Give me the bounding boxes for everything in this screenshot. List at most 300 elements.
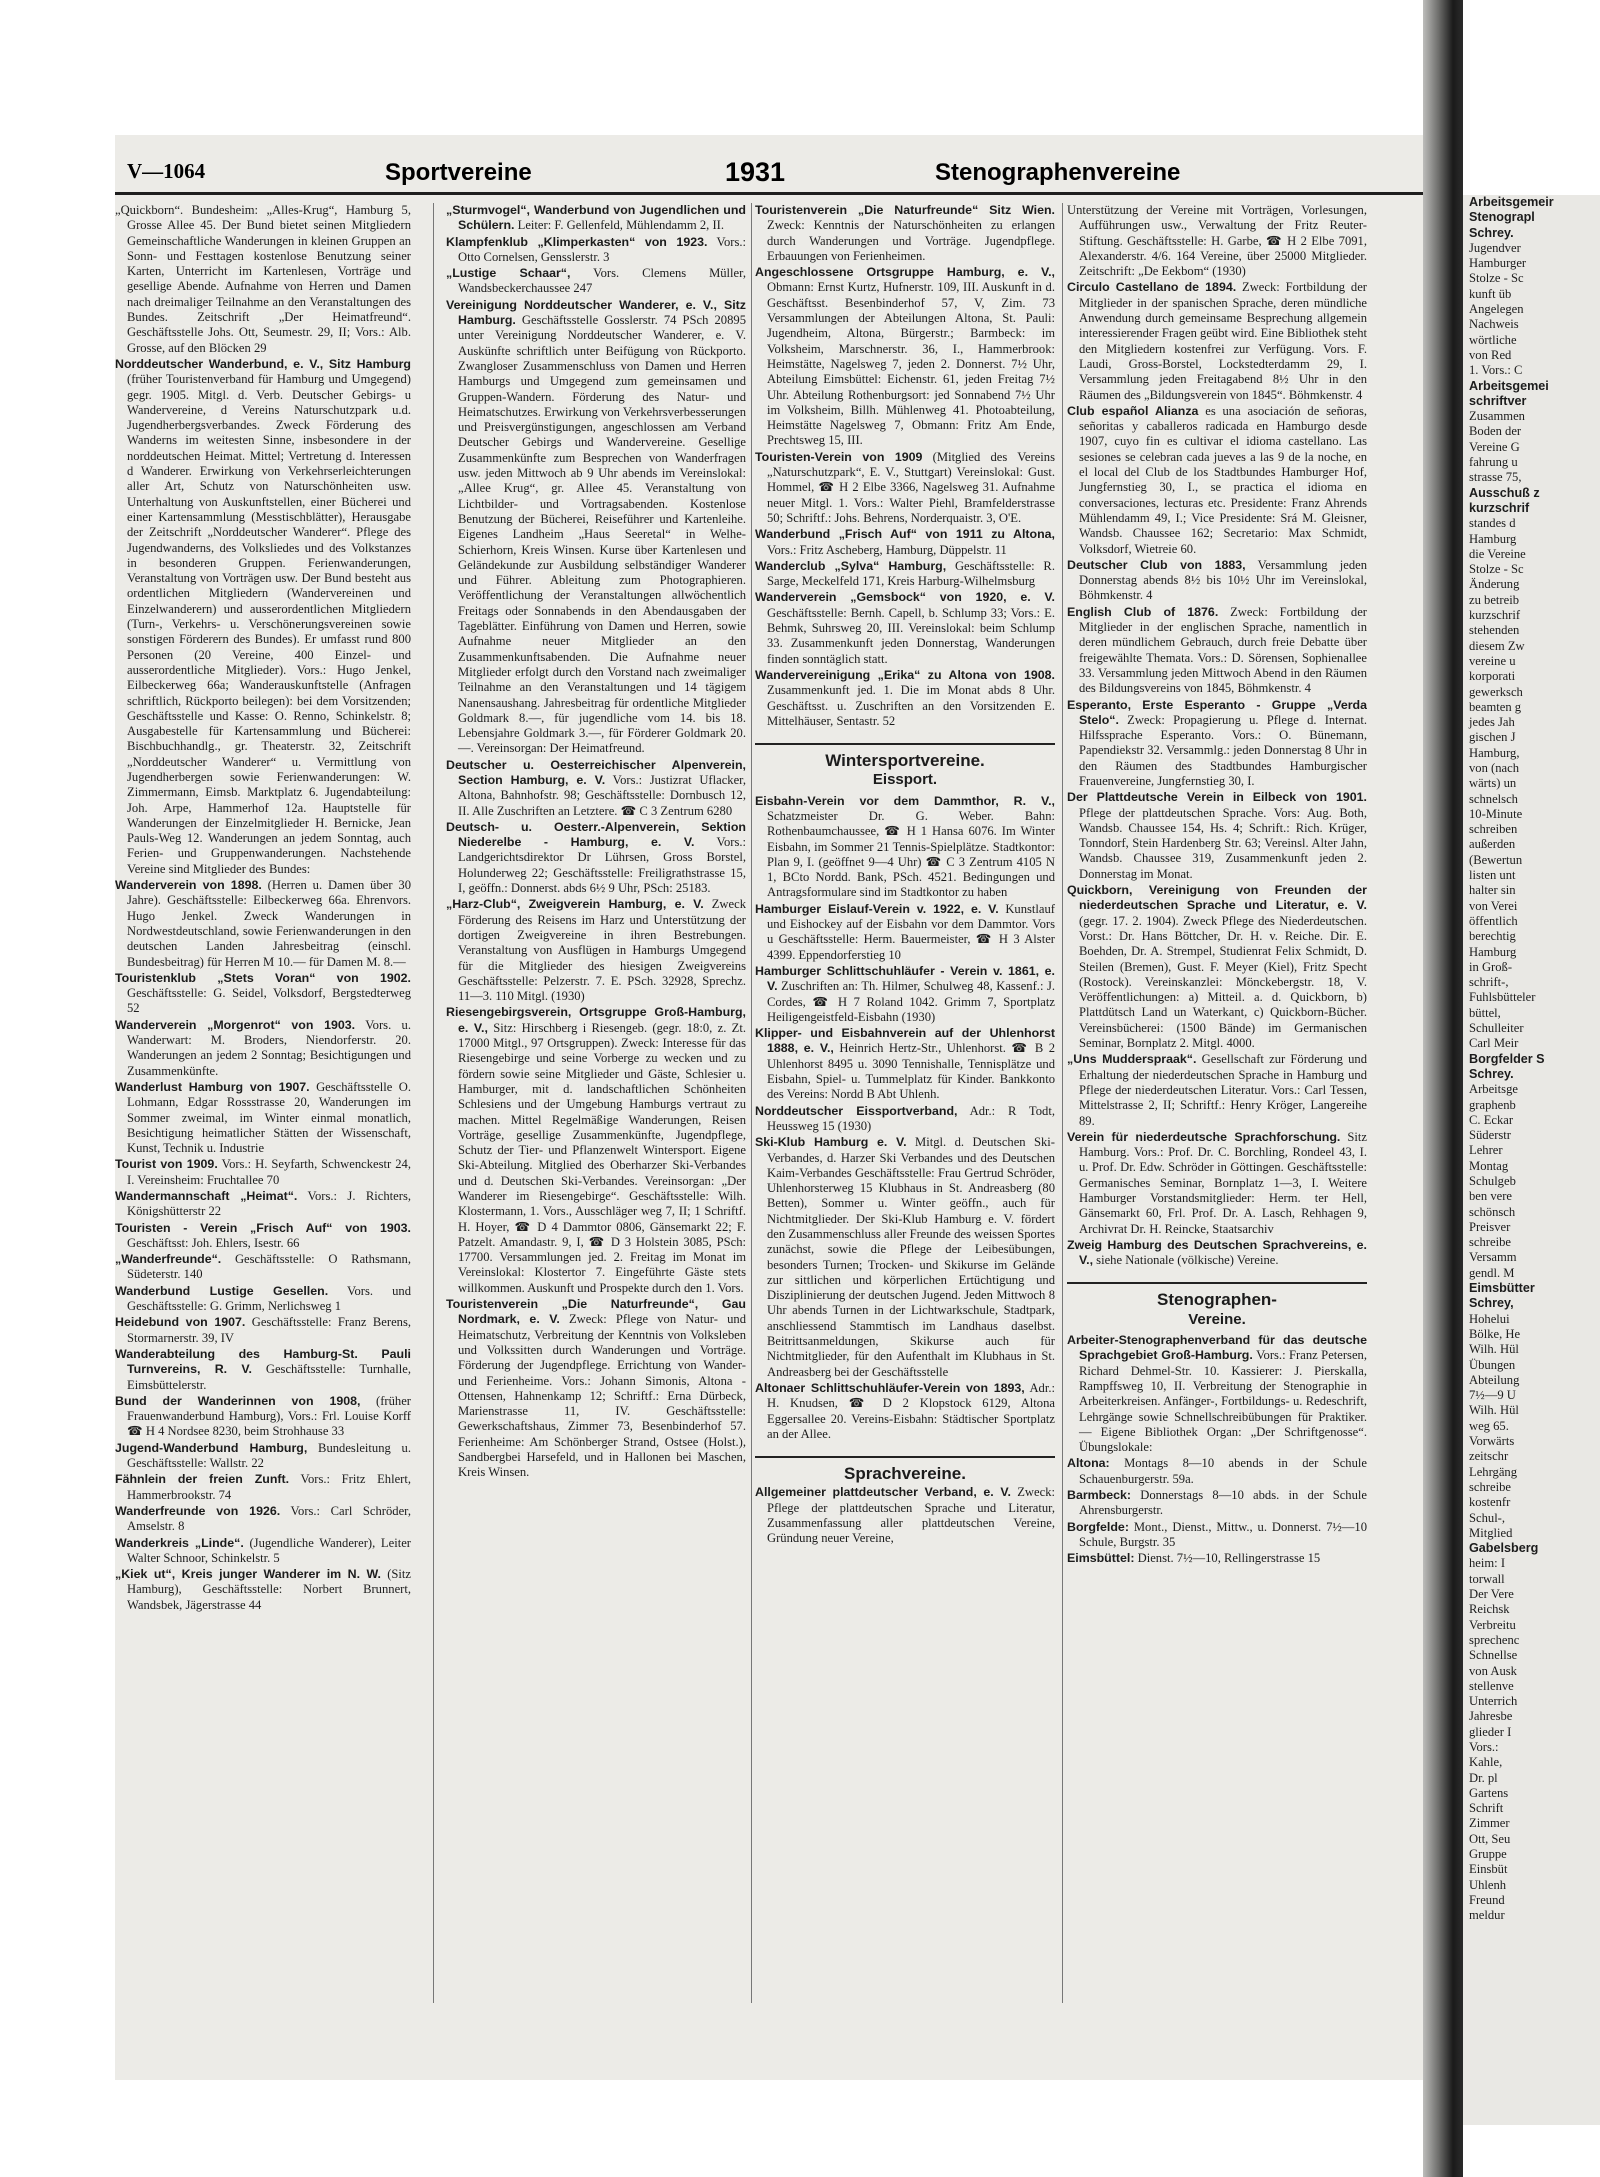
fragment-line: Arbeitsge <box>1469 1082 1518 1097</box>
club-description: Unterstützung der Vereine mit Vorträgen, Vorlesungen, Aufführungen usw., Verwaltung der Fritz Reuter-Stiftung. Geschäftsstelle: H. Garbe, ☎ H 2 Elbe 7091, Alexanderstr. 4/6. 164 Vereine, über 25000 Mitglieder. Zeitschrift: „De Eekbom“ (1930) <box>1067 203 1367 279</box>
club-description: Vors.: Landgerichtsdirektor Dr Lührsen, Gross Borstel, Holunderweg 22; Geschäftsstelle: Freiligrathstrasse 15, I, geöffn.: Donnerst. abds 6½ 9 Uhr, PSch: 25183. <box>458 835 746 896</box>
fragment-line: schreibe <box>1469 1479 1511 1494</box>
club-entry <box>446 897 746 1004</box>
fragment-line: 1. Vors.: C <box>1469 363 1523 378</box>
fragment-line: schreibe <box>1469 1235 1511 1250</box>
club-description: Geschäftsstelle Gosslerstr. 74 PSch 20895 unter Vereinigung Norddeutscher Wanderer, e. V. Auskünfte schriftlich unter Beifügung von Rückporto. Zwangloser Zusammenschluss von Damen und Herren Hamburgs und Umgegend zum gemeinsamen und Gruppen-Wandern. Förderung des Natur- und Heimatschutzes. Erwirkung von Verkehrsverbesserungen und Preisvergünstigungen, angeschlossen am Verband Deutscher Gebirgs und Wandervereine. Gesellige Zusammenkünfte zum Besprechen von Wanderfragen usw. jeden Mittwoch ab 9 Uhr abends im Vereinslokal: „Allee Krug“, gr. Allee 45. Veranstaltung von Lichtbilder- und Vortragsabenden. Kostenlose Benutzung der Bücherei, Reiseführer und Kartenleihe. Eigenes Landheim „Haus Seeretal“ in Welhe-Schierhorn, Kreis Winsen. Kurse über Kartenlesen und Geländekunde zur Ausbildung selbständiger Wanderer und Führer. Ableitung zum Photographieren. Veröffentlichung der Veranstaltungen allwöchentlich Freitags oder Sonnabends in den Abendausgaben der Tageblätter. Einführung von Damen und Herren, sowie Aufnahme neuer Mitglieder an den Zusammenkunftsabenden. Die Aufnahme neuer Mitglieder erfolgt durch den Vorstand nach zweimaliger Teilnahme an den Veranstaltungen und 14 tägigem Nanensaushang. Jahresbeitrag für ordentliche Mitglieder Goldmark 8.—, für jugendliche vom 14. bis 18. Lebensjahre Goldmark 3.—, für Förderer Goldmark 20.—. Vereinsorgan: Der Heimatfreund. <box>458 313 746 756</box>
club-entry <box>1067 203 1367 279</box>
club-entry <box>755 1104 1055 1135</box>
club-description: (Mitglied des Vereins „Naturschutzpark“, E. V., Stuttgart) Vereinslokal: Gust. Hommel, ☎ H 2 Elbe 3366, Nagelsweg 31. Aufnahme neuer Mitgl. 1. Vors.: Walter Piehl, Bramfelderstrasse 50; Schriftf.: Johs. Behrens, Norderquaistr. 3, O'E. <box>767 449 1055 525</box>
fragment-line: 7½—9 U <box>1469 1388 1516 1403</box>
club-name: Touristenklub „Stets Voran“ von 1902. <box>115 970 411 985</box>
club-description: Geschäftsstelle: Bernh. Capell, b. Schlump 33; Vors.: E. Behmk, Suhrsweg 20, III. Vereinslokal: beim Schlump 33. Zusammenkunft jeden Donnerstag, Wanderungen finden sonntäglich statt. <box>767 605 1055 666</box>
club-entry <box>446 1297 746 1481</box>
club-name: Deutscher u. Oesterreichischer Alpenverein, Section Hamburg, e. V. <box>446 757 746 787</box>
club-entry <box>446 758 746 819</box>
fragment-line: Arbeitsgemeir <box>1469 195 1554 209</box>
club-name: Circulo Castellano de 1894. <box>1067 280 1237 295</box>
fragment-line: Schul-, <box>1469 1510 1506 1525</box>
club-name: Klipper- und Eisbahnverein auf der Uhlenhorst 1888, e. V., <box>755 1026 1055 1056</box>
club-entry <box>115 1284 411 1315</box>
fragment-line: Reichsk <box>1469 1602 1510 1617</box>
club-entry <box>755 1135 1055 1380</box>
club-entry <box>755 527 1055 558</box>
club-entry <box>1067 790 1367 882</box>
fragment-line: Stenograpl <box>1469 210 1535 225</box>
fragment-line: Süderstr <box>1469 1128 1511 1143</box>
club-entry <box>446 203 746 234</box>
club-description: Gesellschaft zur Förderung und Erhaltung der niederdeutschen Sprache in Hamburg und Pflege der niederdeutschen Literatur. Vors.: Carl Tessen, Mittelstrasse 2, II; Schriftf.: Henry Kröger, Langereihe 89. <box>1079 1052 1367 1128</box>
fragment-line: kurzschrif <box>1469 608 1521 623</box>
club-description: Bundesleitung u. Geschäftsstelle: Wallstr. 22 <box>127 1440 411 1471</box>
club-description: (Jugendliche Wanderer), Leiter Walter Schnoor, Schinkelstr. 5 <box>127 1535 411 1565</box>
club-entry <box>755 1485 1055 1546</box>
club-entry <box>115 971 411 1017</box>
fragment-line: büttel, <box>1469 1005 1501 1020</box>
club-entry <box>1067 1456 1367 1487</box>
club-name: Quickborn, Vereinigung von Freunden der niederdeutschen Sprache und Literatur, e. V. <box>1067 883 1367 913</box>
club-name: „Uns Mudderspraak“. <box>1067 1052 1197 1067</box>
header-rule <box>115 192 1423 195</box>
club-entry <box>755 668 1055 729</box>
club-entry <box>115 1347 411 1393</box>
fragment-line: wärts) un <box>1469 776 1517 791</box>
club-name: Hamburger Schlittschuhläufer - Verein v. 1861, e. V. <box>755 963 1055 994</box>
club-name: Altona: <box>1067 1456 1110 1471</box>
page-number: V—1064 <box>127 159 206 183</box>
fragment-line: torwall <box>1469 1571 1505 1586</box>
section-heading: Stenographen- <box>1067 1282 1367 1307</box>
club-description: Donnerstags 8—10 abds. in der Schule Ahrensburgerstr. <box>1079 1488 1367 1518</box>
club-name: „Wanderfreunde“. <box>115 1252 222 1267</box>
club-description: Vors.: Carl Schröder, Amselstr. 8 <box>127 1503 411 1534</box>
club-description: Geschäftsstelle O. Lohmann, Edgar Rossstrasse 20, Wanderungen im Sommer zweimal, im Winter einmal monatlich, Besichtigung heimatlicher Stätten der Wissenschaft, Kunst, Technik u. Industrie <box>127 1079 411 1156</box>
club-name: Wanderverein „Gemsbock“ von 1920, e. V. <box>755 590 1055 605</box>
club-name: Jugend-Wanderbund Hamburg, <box>115 1440 308 1455</box>
club-description: Vors.: Otto Cornelsen, Gensslerstr. 3 <box>458 234 746 264</box>
fragment-line: Arbeitsgemei <box>1469 378 1549 393</box>
club-name: Wanderbund Lustige Gesellen. <box>115 1283 329 1298</box>
fragment-line: beamten g <box>1469 699 1522 714</box>
section-heading: Wintersportvereine. <box>755 743 1055 768</box>
column-2 <box>446 203 746 2080</box>
fragment-line: von Red <box>1469 347 1512 362</box>
club-description: Zweck: Pflege von Natur- und Heimatschutz, Verbreitung der Kenntnis von Volksleben und Volkssitten durch Wanderungen und Vorträge. Förderung der Jugendpflege. Errichtung von Wander- und Ferienheime. Vors.: Johann Simonis, Altona - Ottensen, Hahnenkamp 12; Schriftf.: Erna Dürbeck, Marienstrasse 11, IV. Geschäftsstelle: Gewerkschaftshaus, Zimmer 73, Besenbinderhof 57. Ferienheime: Am Schönberger Strand, Ostsee (Holst.), Sandbergbei Harsefeld, und in Hallonen bei Maschen, Kreis Winsen. <box>458 1312 746 1480</box>
club-description: Mitgl. d. Deutschen Ski-Verbandes, d. Harzer Ski Verbandes und des Deutschen Kaim-Verbandes Geschäftsstelle: Frau Gertrud Schröder, Uhlenhorsterweg 15 Klubhaus in St. Andreasberg (80 Betten), Sommer u. Winter geöffn., auch für Nichtmitglieder. Der Ski-Klub Hamburg e. V. fördert den Zusammenschluss aller Freunde des weissen Sportes zunächst, sowie die Pflege der Leibesübungen, besonders Turnen; Trocken- und Skikurse im Gelände zur sittlichen und körperlichen Ertüchtigung und Disziplinierung der deutschen Jugend. Jeden Mittwoch 8 Uhr abends Turnen in der Lichtwarkschule, Stadtpark, anschliessend Stammtisch im Landhaus daselbst. Beitrittsanmeldungen, Skikurse auch für Nichtmitglieder, für den Aufenthalt im Klubhaus in St. Andreasberg bei der Geschäftsstelle <box>767 1135 1055 1379</box>
club-description: Vors.: Fritz Ascheberg, Hamburg, Düppelstr. 11 <box>767 542 1007 557</box>
club-description: Zusammenkunft jed. 1. Die im Monat abds 8 Uhr. Geschäftsst. u. Zuschriften an den Vorsitzenden E. Mittelhäuser, Sentastr. 52 <box>767 683 1055 728</box>
club-description: Dienst. 7½—10, Rellingerstrasse 15 <box>1137 1551 1321 1566</box>
club-description: Zuschriften an: Th. Hilmer, Schulweg 48, Kassenf.: J. Cordes, ☎ H 7 Roland 1042. Grimm 7, Sportplatz Heiligengeistfeld-Eisbahn (1930) <box>767 979 1055 1024</box>
fragment-line: Ott, Seu <box>1469 1831 1511 1846</box>
club-name: Fähnlein der freien Zunft. <box>115 1472 290 1487</box>
fragment-line: standes d <box>1469 516 1516 531</box>
club-name: Ski-Klub Hamburg e. V. <box>755 1135 907 1150</box>
fragment-line: ben vere <box>1469 1189 1513 1204</box>
fragment-line: Montag <box>1469 1158 1509 1173</box>
fragment-line: Carl Meir <box>1469 1036 1519 1051</box>
club-entry <box>755 1026 1055 1102</box>
section-subheading: Vereine. <box>1188 1310 1246 1328</box>
running-title-left: Sportvereine <box>385 159 532 186</box>
fragment-line: Übungen <box>1469 1357 1516 1372</box>
club-description: Versammlung jeden Donnerstag abends 8½ bis 10½ Uhr im Vereinslokal, Böhmkenstr. 4 <box>1079 557 1367 603</box>
club-description: Vors.: Franz Petersen, Richard Dehmel-Str. 10. Kassierer: J. Pierskalla, Rampffsweg 10, II. Verbreitung der Stenographie in Arbeiterkreisen. Anfänger-, Fortbildungs- u. Redeschrift, Lehrgänge sowie Schnellschreibübungen für Praktiker. — Eigene Bibliothek Organ: „Der Schriftgenosse“. Übungslokale: <box>1079 1348 1367 1455</box>
club-description: Leiter: F. Gellenfeld, Mühlendamm 2, II. <box>517 218 725 233</box>
club-entry <box>1067 1130 1367 1237</box>
club-entry <box>446 298 746 757</box>
fragment-line: Dr. pl <box>1469 1770 1498 1785</box>
left-page <box>115 135 1423 2080</box>
fragment-line: schreiben <box>1469 822 1518 837</box>
club-description: Geschäftsst: Joh. Ehlers, Isestr. 66 <box>127 1235 300 1250</box>
fragment-line: schriftver <box>1469 393 1527 408</box>
club-name: Arbeiter-Stenographenverband für das deutsche Sprachgebiet Groß-Hamburg. <box>1067 1333 1367 1363</box>
fragment-line: Schnellse <box>1469 1648 1518 1663</box>
fragment-line: Schrey. <box>1469 225 1514 240</box>
fragment-line: Nachweis <box>1469 317 1519 332</box>
fragment-line: schönsch <box>1469 1204 1516 1219</box>
club-entry <box>115 1080 411 1156</box>
club-name: Wanderclub „Sylva“ Hamburg, <box>755 558 947 573</box>
fragment-line: Der Vere <box>1469 1587 1514 1602</box>
fragment-line: kurzschrif <box>1469 500 1530 515</box>
club-description: Adr.: H. Knudsen, ☎ D 2 Klopstock 6129, Altona Eggersallee 20. Vereins-Eisbahn: Städtischer Sportplatz an der Allee. <box>767 1380 1055 1441</box>
club-name: Klampfenklub „Klimperkasten“ von 1923. <box>446 234 708 249</box>
club-description: (gegr. 17. 2. 1904). Zweck Pflege des Niederdeutschen. Vorst.: Dr. Hans Böttcher, Dr. H. v. Reiche. Dir. E. Boehden, Dr. A. Strempel, Studienrat Felix Schmidt, D. Steilen (Bremen), Gust. F. Meyer (Kiel), Fritz Specht (Rostock). Vereinskanzlei: Mönckebergstr. 18, V. Veröffentlichungen: a) Mitteil. a. d. Quickborn, b) Plattdütsch Land un Waterkant, c) Quickborn-Bücher. Vereinsbücherei: (1500 Bände) im Germanischen Seminar, Bornplatz 2. Mitgl. 4000. <box>1079 913 1367 1051</box>
club-name: Club español Alianza <box>1067 403 1199 418</box>
fragment-line: stehenden <box>1469 623 1520 638</box>
fragment-line: korporati <box>1469 669 1516 684</box>
club-name: Barmbeck: <box>1067 1488 1132 1503</box>
fragment-line: öffentlich <box>1469 913 1518 928</box>
fragment-line: Kahle, <box>1469 1755 1503 1770</box>
fragment-line: Gartens <box>1469 1785 1509 1800</box>
fragment-line: zu betreib <box>1469 592 1519 607</box>
fragment-line: Hamburg <box>1469 944 1517 959</box>
club-entry <box>446 1005 746 1296</box>
club-entry <box>115 1536 411 1567</box>
club-name: Touristen - Verein „Frisch Auf“ von 1903. <box>115 1220 411 1235</box>
club-entry <box>1067 1052 1367 1128</box>
club-description: Schatzmeister Dr. G. Weber. Bahn: Rothenbaumchaussee, ☎ H 1 Hansa 6076. Im Winter Eisbahn, im Sommer 21 Tennis-Spielplätze. Stadtkontor: Plan 9, I. (geöffnet 9—4 Uhr) ☎ C 3 Zentrum 4105 N 1, BCto Nordd. Bank, PSch. 4521. Bedingungen und Antragsformulare sind im Stadtkontor zu haben <box>767 808 1055 900</box>
fragment-line: Ausschuß z <box>1469 485 1540 500</box>
club-description: Zweck Förderung des Reisens im Harz und Unterstützung der dortigen Zweigvereine in ihren Bestrebungen. Veranstaltung von Ausflügen in Hamburgs Umgegend für die Mitglieder des hiesigen Zweigvereins Geschäftsstelle: Pelzerstr. 7. E. PSch. 32928, Sprechz. 11—3. 110 Mitgl. (1930) <box>458 897 746 1004</box>
club-entry <box>115 1567 411 1613</box>
club-entry <box>115 203 411 356</box>
club-name: Wanderkreis „Linde“. <box>115 1535 244 1550</box>
column-divider <box>1062 203 1063 2003</box>
club-entry <box>115 1315 411 1346</box>
fragment-line: berechtig <box>1469 929 1516 944</box>
club-entry <box>115 1441 411 1472</box>
club-name: Vereinigung Norddeutscher Wanderer, e. V., Sitz Hamburg. <box>446 297 746 328</box>
club-description: Zweck: Propagierung u. Pflege d. Internat. Hilfssprache Esperanto. Vors.: O. Bünemann, Papendiekstr 32. Versammlg.: jeden Donnerstag 8 Uhr in den Räumen des Stadtbundes Hamburgischer Frauenvereine, Jungfernstieg 30, I. <box>1079 712 1367 788</box>
club-description: es una asociación de señoras, señoritas y caballeros radicada en Hamburgo desde 1907, cuyo fin es cultivar el idioma castellano. Las sesiones se celebran cada jueves a las 9 de la noche, en el local del Club de los Stadtbundes Hamburger Hof, Jungfernstieg 30, I., se practica el idioma en conversaciones, lecturas etc. Presidente: Franz Ahrends Mühlendamm 49, I.; Vice Presidente: Srá M. Gleisner, Wandsb. Chaussee 162; Secretario: Max Schmidt, Volksdorf, Wietreie 60. <box>1079 403 1367 556</box>
club-name: Tourist von 1909. <box>115 1157 218 1172</box>
fragment-line: die Vereine <box>1469 546 1526 561</box>
club-name: Touristenverein „Die Naturfreunde“, Gau Nordmark, e. V. <box>446 1297 746 1327</box>
fragment-line: kunft üb <box>1469 286 1512 301</box>
club-name: English Club of 1876. <box>1067 604 1219 619</box>
fragment-line: Verbreitu <box>1469 1617 1516 1632</box>
fragment-line: jedes Jah <box>1469 715 1515 730</box>
fragment-line: Uhlenh <box>1469 1877 1507 1892</box>
club-name: Touristen-Verein von 1909 <box>755 449 923 464</box>
club-entry <box>755 902 1055 963</box>
background-top <box>0 0 1600 70</box>
fragment-line: Schulleiter <box>1469 1021 1524 1036</box>
club-name: Norddeutscher Eissportverband, <box>755 1103 958 1118</box>
fragment-line: in Groß- <box>1469 959 1513 974</box>
club-entry <box>1067 280 1367 402</box>
fragment-line: von Verei <box>1469 898 1518 913</box>
club-entry <box>755 590 1055 666</box>
fragment-line: vereine u <box>1469 653 1516 668</box>
club-name: Verein für niederdeutsche Sprachforschung. <box>1067 1129 1341 1144</box>
book-gutter <box>1423 0 1463 2177</box>
club-name: Angeschlossene Ortsgruppe Hamburg, e. V., <box>755 265 1055 280</box>
club-name: Deutsch- u. Oesterr.-Alpenverein, Sektion Niederelbe - Hamburg, e. V. <box>446 819 746 850</box>
fragment-line: Gruppe <box>1469 1847 1507 1862</box>
club-name: Touristenverein „Die Naturfreunde“ Sitz Wien. <box>755 203 1055 217</box>
fragment-line: Angelegen <box>1469 302 1524 317</box>
club-name: Wanderverein „Morgenrot“ von 1903. <box>115 1017 356 1032</box>
club-name: Bund der Wanderinnen von 1908, <box>115 1393 361 1408</box>
club-name: Wanderbund „Frisch Auf“ von 1911 zu Altona, <box>755 527 1055 542</box>
club-description: siehe Nationale (völkische) Vereine. <box>1096 1253 1279 1268</box>
club-name: Wandermannschaft „Heimat“. <box>115 1189 298 1203</box>
club-description: Vors.: Justizrat Uflacker, Altona, Bahnhofstr. 98; Geschäftsstelle: Dornbusch 12, II. Alle Zuschriften an Letztere. ☎ C 3 Zentrum 6280 <box>458 772 746 818</box>
club-name: Eisbahn-Verein vor dem Dammthor, R. V., <box>755 793 1055 808</box>
club-description: Kunstlauf und Eishockey auf der Eisbahn vor dem Dammtor. Vors u Geschäftsstelle: Herm. Bauermeister, ☎ H 3 Alster 4399. Eppendorferstieg 10 <box>767 901 1055 962</box>
fragment-line: Versamm <box>1469 1250 1517 1265</box>
club-description: Vors. und Geschäftsstelle: G. Grimm, Nerlichsweg 1 <box>127 1283 411 1314</box>
club-name: Altonaer Schlittschuhläufer-Verein von 1893, <box>755 1380 1025 1395</box>
club-name: Wanderfreunde von 1926. <box>115 1503 281 1518</box>
fragment-line: von (nach <box>1469 760 1520 775</box>
club-name: Heidebund von 1907. <box>115 1315 246 1330</box>
club-entry <box>755 559 1055 590</box>
club-description: (Sitz Hamburg), Geschäftsstelle: Norbert Brunnert, Wandsbek, Jägerstrasse 44 <box>127 1567 411 1612</box>
club-name: Esperanto, Erste Esperanto - Gruppe „Verda Stelo“. <box>1067 697 1367 727</box>
fragment-line: 10-Minute <box>1469 806 1523 821</box>
fragment-line: gischen J <box>1469 730 1516 745</box>
club-entry <box>115 1157 411 1188</box>
fragment-line: gewerksch <box>1469 684 1523 699</box>
fragment-line: Schulgeb <box>1469 1174 1516 1188</box>
club-name: „Harz-Club“, Zweigverein Hamburg, e. V. <box>446 897 704 912</box>
fragment-line: Hamburger <box>1469 256 1527 271</box>
fragment-line: zeitschr <box>1469 1449 1509 1464</box>
club-entry <box>115 357 411 877</box>
club-entry <box>115 1394 411 1440</box>
club-entry <box>1067 1488 1367 1519</box>
fragment-line: Boden der <box>1469 424 1522 439</box>
fragment-line: heim: I <box>1469 1556 1506 1571</box>
club-description: Obmann: Ernst Kurtz, Hufnerstr. 109, III. Auskunft in d. Geschäftsst. Besenbinderhof 57, V, Zim. 73 Versammlungen der Abteilungen Altona, St. Pauli: Jugendheim, Altona, Bürgerstr.; Barmbeck: im Volksheim, Marschnerstr. 36, I., Hammerbrook: Heimstätte, Nagelsweg 7, jeden 2. Donnerst. 7½ Uhr, Abteilung Eimsbüttel: Eichenstr. 61, jeden Freitag 7½ Uhr. Abteilung Rothenburgsort: jed Sonnabend 7½ Uhr im Volksheim, Billh. Mühlenweg 41. Photoabteilung, Heimstätte Nagelsweg 7, Obmann: Fritz Am Ende, Prechtsweg 15, III. <box>767 280 1055 448</box>
fragment-line: C. Eckar <box>1469 1112 1514 1127</box>
fragment-line: Schrey, <box>1469 1296 1514 1311</box>
fragment-line: glieder I <box>1469 1724 1512 1739</box>
club-description: Geschäftsstelle: Franz Berens, Stormarnerstr. 39, IV <box>127 1315 411 1345</box>
fragment-line: Schrey. <box>1469 1066 1514 1081</box>
club-name: Deutscher Club von 1883, <box>1067 557 1246 572</box>
club-entry <box>446 235 746 266</box>
column-4 <box>1067 203 1367 2080</box>
fragment-line: von Ausk <box>1469 1663 1517 1678</box>
fragment-line: Borgfelder S <box>1469 1051 1545 1066</box>
club-description: Zweck: Pflege der plattdeutschen Sprache und Literatur, Zusammenfassung aller plattdeutschen Vereine, Gründung neuer Vereine, <box>767 1485 1055 1546</box>
fragment-line: gendl. M <box>1469 1265 1515 1280</box>
fragment-line: Stolze - Sc <box>1469 562 1524 577</box>
club-description: Zweck: Fortbildung der Mitglieder in der spanischen Sprache, deren mündliche Anwendung durch gemeinsame Besprechung allgemein interessierender Fragen geübt wird. Eine Bibliothek steht den Mitgliedern kostenfrei zur Verfügung. Vors. F. Laudi, Gross-Borstel, Lockstedterdamm 29, I. Versammlung jeden Freitagabend 8½ Uhr in den Räumen des „Bildungsverein von 1845“. Böhmkenstr. 4 <box>1079 280 1367 402</box>
club-entry <box>115 1189 411 1220</box>
club-entry <box>115 878 411 970</box>
fragment-line: Jahresbe <box>1469 1709 1513 1724</box>
club-name: Borgfelde: <box>1067 1519 1129 1534</box>
club-entry <box>755 450 1055 526</box>
fragment-line: graphenb <box>1469 1097 1516 1112</box>
club-entry <box>1067 404 1367 557</box>
club-name: „Kiek ut“, Kreis junger Wanderer im N. W. <box>115 1567 381 1582</box>
fragment-line: halter sin <box>1469 883 1516 898</box>
club-entry <box>1067 1333 1367 1455</box>
fragment-line: strasse 75, <box>1469 470 1522 485</box>
club-description: Vors. u. Wanderwart: M. Broders, Niendorferstr. 20. Wanderungen an jedem 2 Sonntag; Besichtigungen und Zusammenkünfte. <box>127 1017 411 1078</box>
page-header <box>115 155 1423 195</box>
running-title-right: Stenographenvereine <box>935 159 1181 186</box>
fragment-line: Hamburg, <box>1469 745 1520 760</box>
club-entry <box>1067 1520 1367 1551</box>
club-entry <box>755 794 1055 901</box>
fragment-line: stellenve <box>1469 1678 1514 1693</box>
club-entry <box>1067 698 1367 790</box>
club-name: Wanderabteilung des Hamburg-St. Pauli Turnvereins, R. V. <box>115 1346 411 1377</box>
section-subheading: Eissport. <box>872 771 938 789</box>
club-description: (früher Frauenwanderbund Hamburg), Vors.: Frl. Louise Korff ☎ H 4 Nordsee 8230, beim Strohhause 33 <box>127 1393 411 1439</box>
fragment-line: außerden <box>1469 837 1516 852</box>
fragment-line: meldur <box>1469 1908 1505 1923</box>
fragment-line: weg 65. <box>1469 1418 1509 1433</box>
club-description: Geschäftsstelle: O Rathsmann, Südeterstr. 140 <box>127 1252 411 1282</box>
club-entry <box>1067 558 1367 604</box>
club-description: Zweck: Kenntnis der Naturschönheiten zu erlangen durch Wanderungen und Vorträge. Jugendpflege. Erbauungen von Ferienheimen. <box>767 218 1055 263</box>
club-entry <box>755 1381 1055 1442</box>
fragment-line: diesem Zw <box>1469 638 1525 653</box>
club-entry <box>1067 1551 1367 1566</box>
club-name: Allgemeiner plattdeutscher Verband, e. V. <box>755 1485 1011 1500</box>
right-page-fragment <box>1463 195 1600 2125</box>
club-description: Vors.: J. Richters, Königshütterstr 22 <box>127 1189 411 1219</box>
fragment-line: Vorwärts <box>1469 1434 1515 1449</box>
club-description: Heinrich Hertz-Str., Uhlenhorst. ☎ B 2 Uhlenhorst 8495 u. 3090 Tennishalle, Tennisplätze und Eisbahn, Spiel- u. Tummelplatz für Kinder. Bankkonto des Vereins: Nordd B Abt Uhlenh. <box>767 1041 1055 1102</box>
club-description: Geschäftsstelle: R. Sarge, Meckelfeld 171, Kreis Harburg-Wilhelmsburg <box>767 558 1055 589</box>
fragment-line: Stolze - Sc <box>1469 271 1524 286</box>
club-description: Zweck: Fortbildung der Mitglieder in der englischen Sprache, namentlich in deren mündlichem Gebrauch, durch freie Debatte über freigewählte Themata. Vors.: D. Sörensen, Sophienallee 33. Versammlung jeden Mittwoch Abend in den Räumen des Bildungsvereins von 1845, Böhmkenstr. 4 <box>1079 604 1367 696</box>
club-description: Sitz: Hirschberg i Riesengeb. (gegr. 18:0, z. Zt. 17000 Mitgl., 97 Ortsgruppen). Zweck: Interesse für das Riesengebirge und seine Vorberge zu wecken und zu fördern sowie seine Mitglieder und Gäste, Schlesier u. Hamburger, mit d. landschaftlichen Schönheiten Schlesiens und der Umgebung Hamburgs vertraut zu machen. Mittel Regelmäßige Wanderungen, Reisen Vorträge, gesellige Zusammenkünfte, Jugendpflege, Schutz der Tier- und Pflanzenwelt Wintersport. Eigene Ski-Abteilung. Mitglied des Oberharzer Ski-Verbandes und d. Deutschen Ski-Verbandes. Vereinsorgan: „Der Wanderer im Riesengebirge“. Geschäftsstelle: Wilh. Klostermann, 1. Vors., Ausschläger weg 7, II; 1 Schriftf. H. Hoyer, ☎ D 4 Dammtor 0806, Gänsemarkt 22; F. Patzelt. Amandastr. 9, I, ☎ D 3 Holstein 3085, PSch: 17700. Versammlungen jed. 2. Freitag im Monat im Vereinslokal: Klostertor 7. Eingeführte Gäste stets willkommen. Auskunft und Prospekte durch den 1. Vors. <box>458 1020 746 1295</box>
club-entry <box>446 820 746 896</box>
club-name: Norddeutscher Wanderbund, e. V., Sitz Hamburg <box>115 356 411 371</box>
column-divider <box>433 203 434 2003</box>
club-entry <box>755 203 1055 264</box>
club-name: „Sturmvogel“, Wanderbund von Jugendlichen und Schülern. <box>446 203 746 233</box>
fragment-line: schrift-, <box>1469 975 1509 990</box>
club-description: Vors.: Fritz Ehlert, Hammerbrookstr. 74 <box>127 1472 411 1502</box>
column-3 <box>755 203 1055 2080</box>
fragment-line: Jugendver <box>1469 240 1521 255</box>
section-heading: Sprachvereine. <box>755 1456 1055 1481</box>
fragment-line: (Bewertun <box>1469 852 1523 867</box>
fragment-line: fahrung u <box>1469 455 1518 470</box>
club-name: „Lustige Schaar“, <box>446 266 571 281</box>
club-name: Der Plattdeutsche Verein in Eilbeck von 1901. <box>1067 790 1367 805</box>
fragment-line: Zusammen <box>1469 409 1525 424</box>
club-entry <box>1067 605 1367 697</box>
club-entry <box>1067 883 1367 1051</box>
club-description: „Quickborn“. Bundesheim: „Alles-Krug“, Hamburg 5, Grosse Allee 45. Der Bund bietet seinen Mitgliedern Gemeinschaftliche Wanderungen in kleinen Gruppen an Sonn- und Festtagen kostenlose Benutzung seiner Karten, Unterricht im Kartenlesen, Vorträge und gesellige Abende. Aufnahme von Herren und Damen nach dreimaliger Teilnahme an den Veranstaltungen des Bundes. Zeitschrift „Der Heimatfreund“. Geschäftsstelle Johs. Ott, Seumestr. 29, II; Vors.: Alb. Grosse, auf den Blöcken 29 <box>115 203 411 355</box>
fragment-line: Schrift <box>1469 1801 1504 1816</box>
fragment-line: Bölke, He <box>1469 1326 1521 1341</box>
club-description: Adr.: R Todt, Heussweg 15 (1930) <box>767 1103 1055 1133</box>
club-description: Sitz Hamburg. Vors.: Prof. Dr. C. Borchling, Rondeel 43, I. u. Prof. Dr. Edw. Schröder in Göttingen. Geschäftsstelle: Germanisches Seminar, Bornplatz 1—3, I. Weitere Hamburger Vorstandsmitglieder: Herm. ter Hell, Gänsemarkt 60, Frl. Prof. Dr. A. Lasch, Rehhagen 9, Archivrat Dr. H. Reincke, Staatsarchiv <box>1079 1129 1367 1236</box>
fragment-line: Einsbüt <box>1469 1862 1508 1877</box>
club-name: Wanderlust Hamburg von 1907. <box>115 1079 310 1094</box>
fragment-line: Lehrgäng <box>1469 1464 1518 1479</box>
fragment-line: Wilh. Hül <box>1469 1403 1519 1418</box>
club-name: Zweig Hamburg des Deutschen Sprachvereins, e. V., <box>1067 1237 1367 1268</box>
club-entry <box>755 265 1055 449</box>
fragment-line: Hamburg <box>1469 531 1517 546</box>
club-description: Geschäftsstelle: G. Seidel, Volksdorf, Bergstedterweg 52 <box>127 986 411 1016</box>
fragment-line: wörtliche <box>1469 332 1517 347</box>
club-description: Vors.: H. Seyfarth, Schwenckestr 24, I. Vereinsheim: Fruchtallee 70 <box>127 1157 411 1187</box>
fragment-line: Freund <box>1469 1892 1505 1907</box>
club-name: Riesengebirgsverein, Ortsgruppe Groß-Hamburg, e. V., <box>446 1005 746 1035</box>
fragment-line: Lehrer <box>1469 1143 1503 1158</box>
club-entry <box>115 1252 411 1283</box>
fragment-line: Preisver <box>1469 1219 1511 1234</box>
column-divider <box>751 203 752 2003</box>
fragment-line: Hohelui <box>1469 1311 1510 1326</box>
club-description: (früher Touristenverband für Hamburg und Umgegend) gegr. 1905. Mitgl. d. Verb. Deutscher Gebirgs- u Wandervereine, d Vereins Naturschutzpark u.d. Jugendherbergsverbandes. Zweck Förderung des Wanderns im weitesten Sinne, insbesondere in der norddeutschen Heimat. Mittel; Vertretung d. Interessen d Wanderer. Erwirkung von Verkehrserleichterungen aller Art, Schutz von Naturschönheiten usw. Unterhaltung von Auskunftstellen, einer Bücherei und einer Kartensammlung (Messtischblätter), Herausgabe der Zeitschrift „Norddeutscher Wanderer“. Pflege des Jugendwanderns, des Volksliedes und des Volkstanzes in besonderen Gruppen. Ferienwanderungen, Veranstaltung von Vorträgen usw. Der Bund besteht aus ordentlichen Mitgliedern (Wandervereinen und Einzelwanderern) und ausserordentlichen Mitgliedern (Turn-, Verkehrs- u. Verschönerungsvereinen sowie sonstigen Förderern des Bundes). Er umfasst rund 800 Personen (20 Vereine, 400 Einzel- und ausserordentliche Mitglieder). Vors.: Hugo Jenkel, Eilbeckerweg 66a; Wanderauskunftstelle (Anfragen schriftlich, Rückporto beilegen): bei dem Vorsitzenden; Geschäftsstelle und Kasse: O. Renno, Schinkelstr. 8; Ausgabestelle für Kartensammlung und Bücherei: Bischbuchhandlg., gr. Theaterstr. 32, Zeitschrift „Norddeutscher Wanderer“ u. Vermittlung von Jugendherbergen sowie Ferienwanderungen: W. Zimmermann, Eimsb. Marktplatz 6. Jugendabteilung: Joh. Arpe, Hammerhof 12a. Hauptstelle für Wanderungen der Einzelmitglieder H. Bernicke, Jean Pauls-Weg 12. Wanderungen an jedem Sonntag, auch Ferien- und Gruppenwanderungen. Nachstehende Vereine sind Mitglieder des Bundes: <box>127 372 411 876</box>
club-name: Wandervereinigung „Erika“ zu Altona von 1908. <box>755 667 1055 682</box>
fragment-line: Eimsbütter <box>1469 1281 1535 1296</box>
club-entry <box>1067 1238 1367 1269</box>
club-entry <box>115 1221 411 1252</box>
club-entry <box>115 1018 411 1079</box>
fragment-line: Mitglied <box>1469 1525 1513 1540</box>
fragment-line: Vors.: <box>1469 1739 1499 1754</box>
fragment-line: Fuhlsbütteler <box>1469 990 1536 1005</box>
fragment-line: Zimmer <box>1469 1816 1510 1831</box>
club-entry <box>755 964 1055 1025</box>
club-description: Mont., Dienst., Mittw., u. Donnerst. 7½—10 Schule, Burgstr. 35 <box>1079 1519 1367 1549</box>
club-name: Eimsbüttel: <box>1067 1551 1135 1566</box>
club-entry <box>115 1472 411 1503</box>
fragment-line: listen unt <box>1469 868 1516 883</box>
fragment-line: Wilh. Hül <box>1469 1342 1519 1357</box>
club-description: Pflege der plattdeutschen Sprache. Vors: Aug. Both, Wandsb. Chaussee 154, Hs. 4; Schrift.: Rich. Krüger, Tonndorf, Stein Hardenberg Str. 63; Vereinsl. Alter Jahn, Wandsb. Chaussee 319, Zusammenkunft jeden 2. Donnerstag im Monat. <box>1079 805 1367 881</box>
fragment-line: schnelsch <box>1469 791 1518 806</box>
column-1 <box>115 203 411 2080</box>
club-description: Montags 8—10 abends in der Schule Schauenburgerstr. 59a. <box>1079 1456 1367 1486</box>
fragment-line: sprechenc <box>1469 1632 1520 1647</box>
fragment-line: Änderung <box>1469 577 1520 592</box>
year-heading: 1931 <box>725 157 786 187</box>
club-name: Wanderverein von 1898. <box>115 878 262 893</box>
fragment-line: Unterrich <box>1469 1694 1518 1709</box>
